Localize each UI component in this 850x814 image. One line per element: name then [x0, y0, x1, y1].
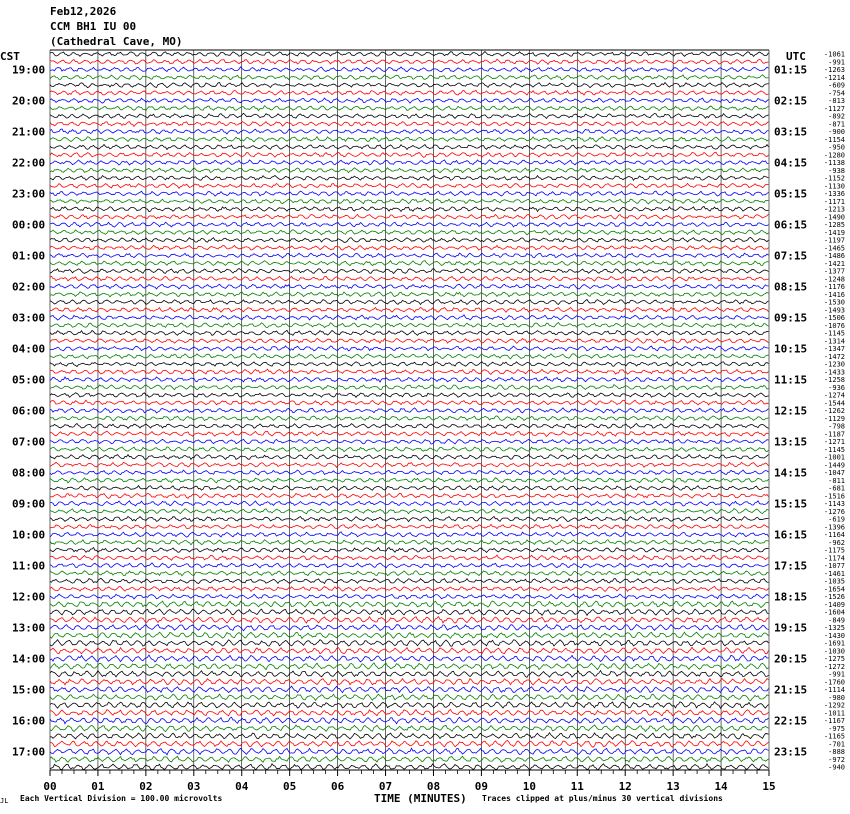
trace-line	[50, 462, 769, 467]
cst-axis-title: CST	[0, 50, 20, 63]
trace-offset-label: -1230	[823, 360, 845, 369]
cst-hour-label: 05:00	[12, 373, 46, 387]
x-tick-label: 10	[522, 780, 536, 793]
trace-line	[50, 725, 769, 732]
trace-line	[50, 207, 769, 212]
utc-hour-label: 05:15	[774, 187, 808, 201]
utc-hour-label: 23:15	[774, 745, 808, 759]
utc-hour-label: 14:15	[774, 466, 808, 480]
trace-line	[50, 269, 769, 274]
utc-hour-label: 18:15	[774, 590, 808, 604]
trace-offset-label: -1154	[823, 135, 845, 144]
trace-line	[50, 609, 769, 616]
trace-line	[50, 447, 769, 452]
trace-line	[50, 83, 769, 88]
trace-line	[50, 377, 769, 382]
trace-line	[50, 230, 769, 235]
trace-line	[50, 470, 769, 475]
trace-offset-label: -1325	[823, 624, 845, 632]
trace-offset-label: -1258	[823, 376, 845, 384]
trace-line	[50, 307, 769, 312]
trace-offset-label: -892	[828, 112, 845, 121]
cst-hour-label: 02:00	[12, 280, 46, 294]
trace-offset-label: -871	[828, 120, 845, 129]
trace-offset-label: -1654	[823, 585, 845, 594]
trace-line	[50, 90, 769, 95]
trace-offset-label: -980	[828, 693, 845, 702]
trace-line	[50, 555, 769, 560]
trace-line	[50, 393, 769, 398]
utc-hour-label: 07:15	[774, 249, 808, 263]
utc-hour-label: 20:15	[774, 652, 808, 666]
trace-offset-label: -1526	[823, 593, 845, 601]
x-tick-label: 04	[235, 780, 249, 793]
trace-line	[50, 540, 769, 545]
utc-hour-label: 16:15	[774, 528, 808, 542]
trace-line	[50, 315, 769, 320]
trace-line	[50, 764, 769, 770]
trace-offset-label: -1127	[823, 104, 845, 113]
x-tick-label: 05	[283, 780, 297, 793]
trace-offset-label: -1145	[823, 329, 845, 338]
trace-line	[50, 199, 769, 204]
trace-offset-label: -813	[828, 97, 845, 105]
trace-line	[50, 408, 769, 413]
x-tick-label: 14	[714, 780, 728, 793]
trace-offset-label: -1285	[823, 221, 845, 229]
trace-line	[50, 594, 769, 599]
x-tick-label: 02	[139, 780, 153, 793]
cst-hour-label: 17:00	[12, 745, 46, 759]
trace-offset-label: -1421	[823, 259, 845, 268]
utc-hour-labels	[774, 64, 807, 759]
cst-hour-label: 10:00	[12, 528, 46, 542]
trace-line	[50, 601, 769, 608]
trace-line	[50, 617, 769, 624]
trace-line	[50, 509, 769, 514]
trace-offset-label: -1486	[823, 252, 845, 260]
trace-offset-label: -1336	[823, 190, 845, 198]
station-code: CCM BH1 IU 00	[50, 20, 137, 33]
trace-line	[50, 486, 769, 491]
trace-line	[50, 52, 769, 57]
trace-line	[50, 145, 769, 150]
trace-line	[50, 113, 769, 118]
x-tick-label: 07	[378, 780, 393, 793]
trace-line	[50, 586, 769, 591]
trace-line	[50, 346, 769, 351]
trace-line	[50, 400, 769, 405]
utc-hour-label: 09:15	[774, 311, 808, 325]
trace-line	[50, 710, 769, 716]
trace-offset-label: -1152	[823, 174, 845, 183]
trace-offset-label: -1271	[823, 438, 845, 446]
trace-offset-label: -1011	[823, 709, 845, 718]
time-axis	[43, 770, 775, 793]
trace-offset-label: -1176	[823, 283, 845, 291]
cst-hour-label: 03:00	[12, 311, 46, 325]
trace-line	[50, 548, 769, 553]
trace-offset-label: -1409	[823, 600, 845, 609]
trace-offset-label: -1138	[823, 159, 845, 167]
trace-offset-label: -1314	[823, 337, 845, 346]
trace-offset-label: -940	[828, 763, 845, 772]
trace-line	[50, 740, 769, 747]
trace-offset-label: -1076	[823, 321, 845, 330]
trace-offset-label: -1280	[823, 151, 845, 160]
trace-line	[50, 222, 769, 227]
cst-hour-label: 16:00	[12, 714, 46, 728]
trace-offset-label: -1292	[823, 701, 845, 710]
trace-offset-label: -975	[828, 724, 845, 733]
trace-offset-label: -1490	[823, 213, 845, 222]
trace-line	[50, 362, 769, 367]
trace-offset-label: -1165	[823, 732, 845, 741]
trace-offset-label: -1465	[823, 244, 845, 253]
trace-line	[50, 563, 769, 568]
trace-line	[50, 671, 769, 678]
utc-hour-label: 19:15	[774, 621, 808, 635]
trace-line	[50, 369, 769, 374]
trace-offset-label: -1760	[823, 678, 845, 687]
trace-line	[50, 137, 769, 142]
seismic-traces	[50, 52, 769, 770]
trace-line	[50, 385, 769, 390]
trace-offset-label: -1035	[823, 577, 845, 586]
utc-hour-label: 06:15	[774, 218, 808, 232]
utc-hour-label: 08:15	[774, 280, 808, 294]
time-gridlines	[50, 50, 769, 770]
x-tick-label: 06	[330, 780, 345, 793]
trace-line	[50, 702, 769, 709]
trace-offset-label: -950	[828, 143, 845, 152]
trace-line	[50, 245, 769, 250]
station-location: (Cathedral Cave, MO)	[50, 35, 183, 48]
trace-offset-label: -681	[828, 484, 845, 493]
trace-line	[50, 339, 769, 344]
cst-hour-label: 06:00	[12, 404, 46, 418]
x-tick-label: 11	[570, 780, 584, 793]
trace-line	[50, 756, 769, 762]
trace-offset-label: -900	[828, 128, 845, 136]
x-tick-label: 00	[43, 780, 57, 793]
trace-offset-label: -1449	[823, 461, 845, 470]
trace-offset-label: -1187	[823, 430, 845, 439]
trace-offset-label: -1114	[823, 686, 845, 694]
trace-line	[50, 214, 769, 219]
cst-hour-label: 23:00	[12, 187, 46, 201]
trace-line	[50, 571, 769, 576]
trace-line	[50, 59, 769, 64]
trace-line	[50, 679, 769, 685]
trace-offset-label: -991	[828, 58, 845, 67]
trace-line	[50, 748, 769, 755]
trace-line	[50, 354, 769, 359]
trace-offset-label: -1691	[823, 639, 845, 648]
trace-line	[50, 238, 769, 243]
trace-line	[50, 640, 769, 647]
utc-hour-label: 12:15	[774, 404, 808, 418]
trace-offset-label: -1493	[823, 306, 845, 315]
trace-line	[50, 183, 769, 188]
trace-line	[50, 524, 769, 529]
trace-line	[50, 292, 769, 297]
utc-hour-label: 02:15	[774, 94, 808, 108]
trace-offset-label: -1130	[823, 182, 845, 191]
trace-line	[50, 455, 769, 460]
trace-offset-label: -1377	[823, 267, 845, 276]
trace-offset-label: -888	[828, 748, 845, 756]
x-tick-label: 08	[426, 780, 441, 793]
trace-line	[50, 578, 769, 583]
trace-offset-label: -991	[828, 670, 845, 679]
trace-offset-label: -1262	[823, 407, 845, 415]
utc-hour-label: 01:15	[774, 63, 808, 77]
trace-offset-label: -1167	[823, 717, 845, 725]
utc-hour-label: 04:15	[774, 156, 808, 170]
cst-hour-label: 22:00	[12, 156, 46, 170]
trace-offset-label: -1030	[823, 647, 845, 656]
record-date: Feb12,2026	[50, 5, 117, 18]
cst-hour-label: 00:00	[12, 218, 46, 232]
x-tick-label: 03	[187, 780, 201, 793]
trace-line	[50, 416, 769, 421]
x-tick-label: 13	[666, 780, 680, 793]
trace-line	[50, 501, 769, 506]
x-axis-label: TIME (MINUTES)	[374, 792, 467, 805]
x-tick-label: 09	[474, 780, 489, 793]
trace-offset-label: -1396	[823, 523, 845, 532]
trace-offset-label: -754	[828, 89, 845, 98]
trace-offset-label: -1416	[823, 290, 845, 299]
cst-hour-label: 11:00	[12, 559, 46, 573]
trace-offset-label: -1263	[823, 66, 845, 74]
trace-line	[50, 733, 769, 740]
trace-offset-label: -1143	[823, 500, 845, 508]
utc-hour-label: 22:15	[774, 714, 808, 728]
trace-offset-label: -1214	[823, 73, 845, 82]
trace-line	[50, 284, 769, 289]
trace-line	[50, 152, 769, 157]
cst-hour-label: 12:00	[12, 590, 46, 604]
cst-hour-label: 01:00	[12, 249, 46, 263]
trace-line	[50, 517, 769, 522]
trace-offset-label: -1604	[823, 608, 845, 617]
trace-line	[50, 431, 769, 436]
trace-line	[50, 655, 769, 662]
trace-line	[50, 176, 769, 181]
clip-note: Traces clipped at plus/minus 30 vertical divisions	[482, 794, 723, 803]
cst-hour-label: 07:00	[12, 435, 46, 449]
trace-line	[50, 75, 769, 80]
trace-line	[50, 261, 769, 266]
trace-offset-label: -609	[828, 81, 845, 90]
cst-hour-label: 13:00	[12, 621, 46, 635]
utc-hour-label: 11:15	[774, 373, 808, 387]
trace-offset-label: -1077	[823, 562, 845, 570]
x-tick-label: 15	[762, 780, 776, 793]
utc-hour-label: 17:15	[774, 559, 808, 573]
trace-line	[50, 106, 769, 111]
trace-offset-label: -1171	[823, 197, 845, 206]
trace-offset-label: -1274	[823, 391, 845, 400]
trace-offset-label: -962	[828, 538, 845, 547]
trace-offset-label: -1197	[823, 236, 845, 245]
trace-offset-label: -1145	[823, 445, 845, 454]
trace-line	[50, 121, 769, 126]
trace-offset-label: -1275	[823, 655, 845, 663]
trace-offset-labels	[824, 51, 845, 772]
trace-offset-label: -1213	[823, 205, 845, 214]
trace-line	[50, 276, 769, 281]
trace-offset-label: -1530	[823, 298, 845, 307]
trace-offset-label: -619	[828, 515, 845, 524]
trace-line	[50, 424, 769, 429]
trace-offset-label: -1544	[823, 399, 845, 408]
trace-offset-label: -1472	[823, 352, 845, 361]
trace-line	[50, 632, 769, 638]
trace-offset-label: -1272	[823, 662, 845, 671]
cst-hour-label: 04:00	[12, 342, 46, 356]
trace-line	[50, 717, 769, 724]
trace-line	[50, 300, 769, 305]
trace-offset-label: -1001	[823, 453, 845, 462]
cst-hour-label: 08:00	[12, 466, 46, 480]
trace-line	[50, 663, 769, 670]
cst-hour-label: 14:00	[12, 652, 46, 666]
trace-line	[50, 98, 769, 103]
cst-hour-label: 21:00	[12, 125, 46, 139]
scale-note: Each Vertical Division = 100.00 microvolts	[20, 794, 223, 803]
x-tick-label: 01	[91, 780, 105, 793]
trace-line	[50, 686, 769, 693]
trace-line	[50, 439, 769, 444]
trace-line	[50, 67, 769, 72]
utc-hour-label: 03:15	[774, 125, 808, 139]
trace-offset-label: -1061	[823, 50, 845, 59]
trace-line	[50, 478, 769, 483]
trace-offset-label: -936	[828, 383, 845, 392]
trace-line	[50, 532, 769, 537]
corner-mark: JL	[0, 797, 9, 805]
utc-hour-label: 10:15	[774, 342, 808, 356]
cst-hour-label: 09:00	[12, 497, 46, 511]
utc-hour-label: 13:15	[774, 435, 808, 449]
trace-offset-label: -1516	[823, 492, 845, 501]
trace-offset-label: -1129	[823, 414, 845, 423]
trace-offset-label: -1419	[823, 228, 845, 237]
trace-offset-label: -1164	[823, 531, 845, 539]
trace-offset-label: -1506	[823, 314, 845, 322]
trace-offset-label: -849	[828, 616, 845, 625]
trace-offset-label: -1461	[823, 569, 845, 578]
x-tick-label: 12	[618, 780, 632, 793]
utc-hour-label: 15:15	[774, 497, 808, 511]
trace-line	[50, 330, 769, 335]
trace-offset-label: -1430	[823, 631, 845, 640]
trace-line	[50, 168, 769, 173]
cst-hour-labels	[12, 64, 45, 759]
utc-axis-title: UTC	[786, 50, 806, 63]
trace-offset-label: -1433	[823, 368, 845, 377]
trace-line	[50, 191, 769, 196]
trace-offset-label: -972	[828, 755, 845, 764]
trace-offset-label: -1175	[823, 546, 845, 555]
trace-line	[50, 160, 769, 165]
trace-offset-label: -1174	[823, 554, 845, 563]
utc-hour-label: 21:15	[774, 683, 808, 697]
cst-hour-label: 15:00	[12, 683, 46, 697]
trace-offset-label: -1248	[823, 275, 845, 284]
trace-line	[50, 129, 769, 134]
cst-hour-label: 20:00	[12, 94, 46, 108]
trace-line	[50, 694, 769, 701]
cst-hour-label: 19:00	[12, 63, 46, 77]
trace-line	[50, 493, 769, 498]
trace-line	[50, 323, 769, 328]
trace-line	[50, 647, 769, 654]
trace-offset-label: -701	[828, 740, 845, 749]
trace-line	[50, 625, 769, 631]
trace-line	[50, 253, 769, 258]
trace-offset-label: -1347	[823, 345, 845, 353]
trace-offset-label: -1276	[823, 507, 845, 516]
trace-offset-label: -1047	[823, 469, 845, 477]
trace-offset-label: -938	[828, 166, 845, 175]
trace-offset-label: -811	[828, 476, 845, 485]
trace-offset-label: -798	[828, 422, 845, 431]
